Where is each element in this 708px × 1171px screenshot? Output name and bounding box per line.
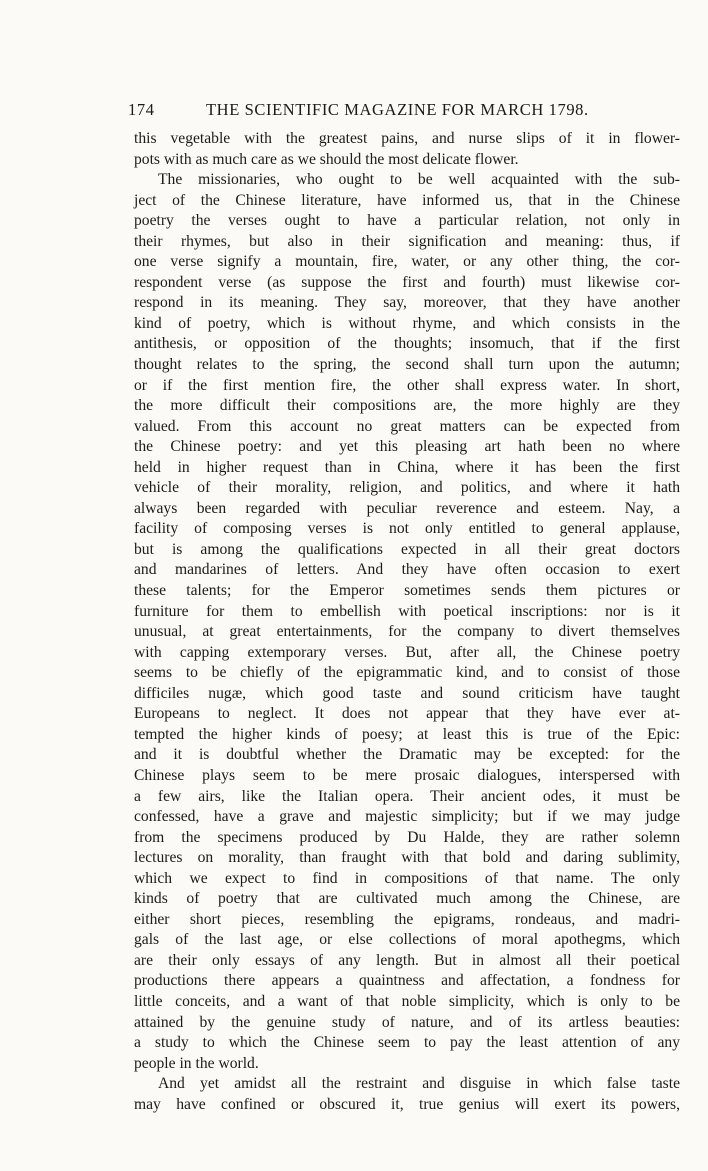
running-head: THE SCIENTIFIC MAGAZINE FOR MARCH 1798. [206, 100, 589, 119]
text-line: the more difficult their compositions are, the more highly are they [134, 397, 680, 415]
text-line: tempted the higher kinds of poesy; at least this is true of the Epic: [134, 725, 680, 743]
text-line: respondent verse (as suppose the first and fourth) must likewise cor- [134, 273, 680, 291]
page-number: 174 [128, 100, 155, 119]
text-line: confessed, have a grave and majestic simplicity; but if we may judge [134, 808, 680, 826]
text-line: attained by the genuine study of nature, and of its artless beauties: [134, 1013, 680, 1031]
text-line: antithesis, or opposition of the thoughts; insomuch, that if the first [134, 335, 680, 353]
text-line: And yet amidst all the restraint and disguise in which false taste [158, 1075, 680, 1093]
text-line: and mandarines of letters. And they have often occasion to exert [134, 561, 680, 579]
text-line: difficiles nugæ, which good taste and sound criticism have taught [134, 684, 680, 702]
text-line: facility of composing verses is not only entitled to general applause, [134, 520, 680, 538]
text-line: this vegetable with the greatest pains, and nurse slips of it in flower- [134, 130, 680, 147]
text-line: may have confined or obscured it, true genius will exert its powers, [134, 1095, 680, 1113]
text-line: a few airs, like the Italian opera. Their ancient odes, it must be [134, 787, 680, 805]
page-header [128, 100, 680, 122]
text-line: thought relates to the spring, the second shall turn upon the autumn; [134, 356, 680, 374]
text-line: ject of the Chinese literature, have informed us, that in the Chinese [134, 191, 680, 209]
text-line: a study to which the Chinese seem to pay the least attention of any [134, 1034, 680, 1052]
text-line: people in the world. [134, 1054, 259, 1072]
text-line: either short pieces, resembling the epigrams, rondeaus, and madri- [134, 910, 680, 928]
text-line: held in higher request than in China, where it has been the first [134, 458, 680, 476]
body-text [134, 129, 680, 1115]
text-line: gals of the last age, or else collections of moral apothegms, which [134, 931, 680, 949]
text-line: seems to be chiefly of the epigrammatic kind, and to consist of those [134, 664, 680, 682]
text-line: poetry the verses ought to have a particular relation, not only in [134, 212, 680, 230]
text-line: lectures on morality, than fraught with that bold and daring sublimity, [134, 849, 680, 867]
text-line: these talents; for the Emperor sometimes sends them pictures or [134, 582, 680, 600]
text-line: their rhymes, but also in their signification and meaning: thus, if [134, 232, 680, 250]
text-line: productions there appears a quaintness and affectation, a fondness for [134, 972, 680, 990]
text-line: The missionaries, who ought to be well acquainted with the sub- [158, 171, 680, 189]
text-line: kind of poetry, which is without rhyme, and which consists in the [134, 314, 680, 332]
text-line: with capping extemporary verses. But, after all, the Chinese poetry [134, 643, 680, 661]
text-line: little conceits, and a want of that noble simplicity, which is only to be [134, 992, 680, 1010]
text-line: Europeans to neglect. It does not appear that they have ever at- [134, 705, 680, 723]
text-line: kinds of poetry that are cultivated much among the Chinese, are [134, 890, 680, 908]
text-line: and it is doubtful whether the Dramatic may be excepted: for the [134, 746, 680, 764]
text-line: furniture for them to embellish with poetical inscriptions: nor is it [134, 602, 680, 620]
text-line: one verse signify a mountain, fire, water, or any other thing, the cor- [134, 253, 680, 271]
text-line: unusual, at great entertainments, for the company to divert themselves [134, 623, 680, 641]
text-line: but is among the qualifications expected in all their great doctors [134, 540, 680, 558]
text-line: valued. From this account no great matters can be expected from [134, 417, 680, 435]
text-line: from the specimens produced by Du Halde, they are rather solemn [134, 828, 680, 846]
text-line: always been regarded with peculiar reverence and esteem. Nay, a [134, 499, 680, 517]
text-line: are their only essays of any length. But in almost all their poetical [134, 951, 680, 969]
text-line: or if the first mention fire, the other shall express water. In short, [134, 376, 680, 394]
text-line: Chinese plays seem to be mere prosaic dialogues, interspersed with [134, 766, 680, 784]
text-line: pots with as much care as we should the most delicate flower. [134, 150, 519, 168]
text-line: vehicle of their morality, religion, and politics, and where it hath [134, 479, 680, 497]
text-line: which we expect to find in compositions of that name. The only [134, 869, 680, 887]
text-line: respond in its meaning. They say, moreover, that they have another [134, 294, 680, 312]
text-line: the Chinese poetry: and yet this pleasing art hath been no where [134, 438, 680, 456]
